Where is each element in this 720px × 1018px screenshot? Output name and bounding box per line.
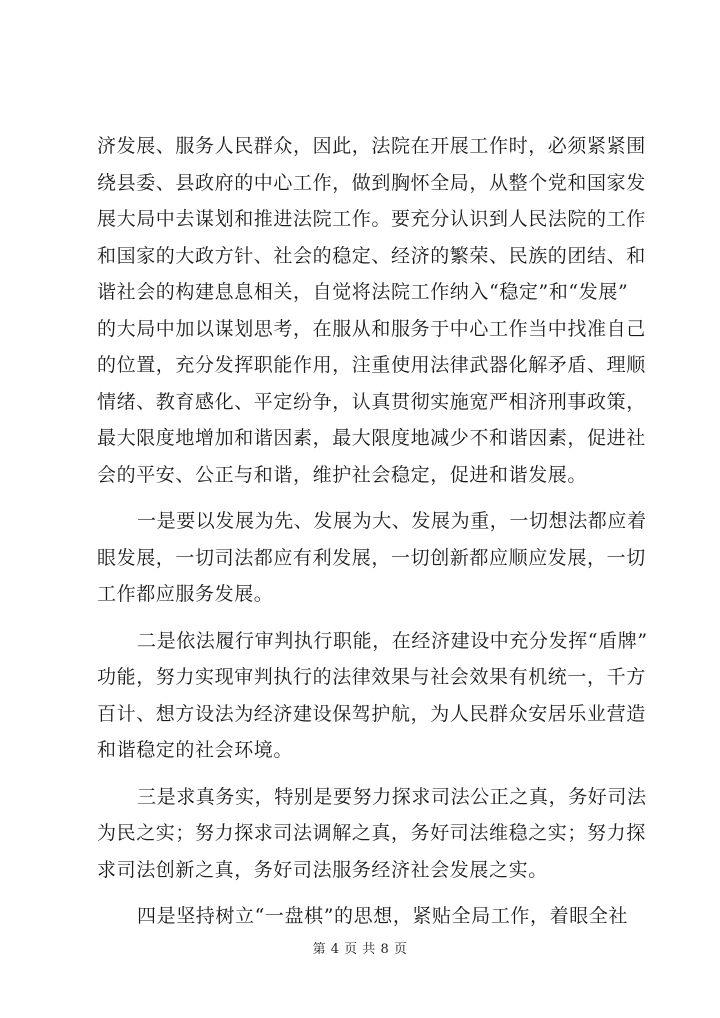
text-line: 最大限度地增加和谐因素，最大限度地减少不和谐因素，促进社: [97, 427, 646, 449]
paragraph-5: [97, 898, 637, 935]
text-line: 二是依法履行审判执行职能，在经济建设中充分发挥“盾牌”: [137, 629, 648, 652]
text-line: 的位置，充分发挥职能作用，注重使用法律武器化解矛盾、理顺: [97, 354, 646, 376]
text-line: 功能，努力实现审判执行的法律效果与社会效果有机统一，千方: [97, 666, 646, 688]
document-body: [97, 128, 648, 935]
text-line: 济发展、服务人民群众，因此，法院在开展工作时，必须紧紧围: [97, 135, 646, 157]
text-line: 的大局中加以谋划思考，在服从和服务于中心工作当中找准自己: [97, 317, 646, 340]
text-line: 工作都应服务发展。: [97, 583, 274, 605]
paragraph-3: [97, 623, 648, 769]
text-line: 四是坚持树立“一盘棋”的思想，紧贴全局工作，着眼全社: [137, 905, 629, 927]
paragraph-2: [97, 503, 647, 613]
text-line: 眼发展，一切司法都应有利发展，一切创新都应顺应发展，一切: [97, 546, 646, 569]
text-line: 三是求真务实，特别是要努力探求司法公正之真，务好司法: [137, 785, 647, 808]
text-line: 展大局中去谋划和推进法院工作。要充分认识到人民法院的工作: [97, 208, 646, 230]
text-line: 会的平安、公正与和谐，维护社会稳定，促进和谐发展。: [97, 463, 588, 486]
text-line: 谐社会的构建息息相关，自觉将法院工作纳入“稳定”和“发展”: [97, 281, 629, 303]
text-line: 为民之实；努力探求司法调解之真，务好司法维稳之实；努力探: [97, 822, 646, 844]
text-line: 求司法创新之真，务好司法服务经济社会发展之实。: [97, 858, 548, 881]
text-line: 和谐稳定的社会环境。: [97, 739, 294, 761]
text-line: 百计、想方设法为经济建设保驾护航，为人民群众安居乐业营造: [97, 702, 646, 725]
text-line: 绕县委、县政府的中心工作，做到胸怀全局，从整个党和国家发: [97, 171, 646, 194]
page-footer: 第 4 页 共 8 页: [312, 942, 408, 957]
paragraph-1: [97, 128, 646, 493]
text-line: 一是要以发展为先、发展为大、发展为重，一切想法都应着: [137, 510, 647, 532]
text-line: 和国家的大政方针、社会的稳定、经济的繁荣、民族的团结、和: [97, 244, 646, 267]
text-line: 情绪、教育感化、平定纷争，认真贯彻实施宽严相济刑事政策，: [97, 390, 646, 413]
paragraph-4: [97, 779, 647, 889]
